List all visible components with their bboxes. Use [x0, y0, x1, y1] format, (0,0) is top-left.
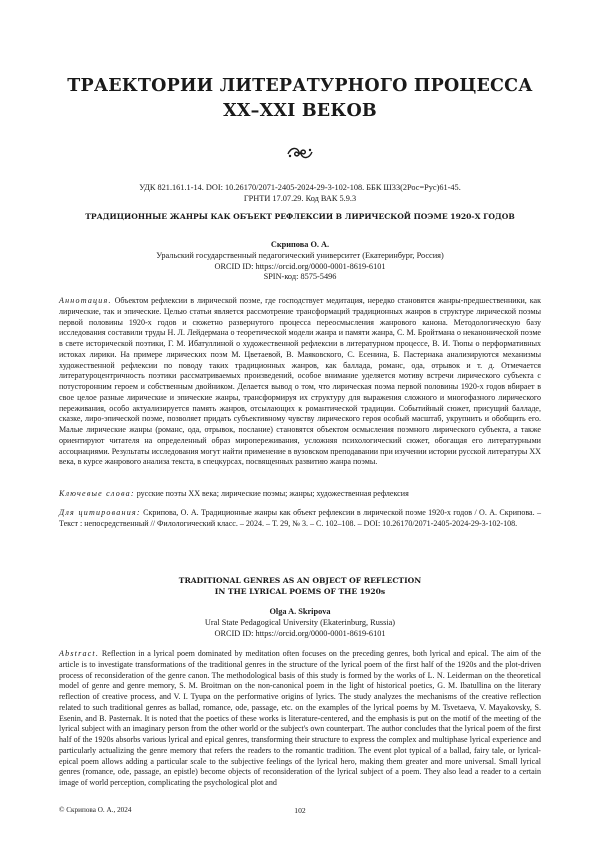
- floral-ornament-icon: [285, 145, 315, 161]
- section-title-line: ТРАЕКТОРИИ ЛИТЕРАТУРНОГО ПРОЦЕССА: [67, 76, 533, 96]
- keywords-label-ru: Ключевые слова:: [59, 489, 135, 498]
- section-title: [60, 74, 540, 124]
- abstract-text-en: Reflection in a lyrical poem dominated by meditation often focuses on the preceding genres, both lyrical and epical. The aim of the article is to investigate transformations of the traditional genres in the structure of the lyrical poem of the first half of the 1920s and the plot-driven process of reconsideration of the genre canon. The methodological basis of this study is formed by the works of L. N. Leiderman on the theoretical model of genre and genre memory, S. M. Broitman on the non-canonical poem in the light of historical poetics, G. M. Ibatullina on the literary reflection of creative process, and V. I. Tyupa on the performative origins of lyrics. The study analyzes the mechanisms of the creative reflection related to such traditional genres as ballad, romance, ode, passage, etc. on the examples of the lyrical poems by M. Tsvetaeva, V. Mayakovsky, S. Esenin, and B. Pasternak. It is noted that the poetics of these works is literature-centered, and the emphasis is put on the motif of the meeting of the lyrical subject with an imaginary person from the other world or the subject's own counterpart. The author concludes that the lyrical poem of the first half of the 1920s absorbs various lyrical and epical genres, transforming their structure to express the complex and multiphase lyrical experience and particularly actualizing the genre memory that refers the readers to the romantic tradition. The event plot typical of a ballad, fairy tale, or lyrical-epical poem allows adding a particular scale to the subjective feelings of the lyrical hero, making them greater and more universal. Small lyrical genres (romance, ode, passage, an epistle) become objects of reconsideration of the lyrical subject of a poem. They also lead a reader to a certain image of world perception, complicating the psychological plot and: [59, 649, 541, 787]
- keywords-ru: [59, 489, 541, 500]
- copyright-notice: © Скрипова О. А., 2024: [59, 806, 132, 814]
- affiliation-en: Ural State Pedagogical University (Ekaterinburg, Russia): [204, 617, 396, 627]
- article-title-en: [60, 576, 540, 597]
- abstract-label-en: Abstract.: [59, 649, 100, 658]
- orcid-en: ORCID ID: https://orcid.org/0000-0001-8619-6101: [214, 628, 386, 638]
- abstract-ru: [59, 296, 541, 468]
- author-block-ru: [60, 240, 540, 283]
- citation-ru: [59, 508, 541, 530]
- keywords-text-ru: русские поэты XX века; лирические поэмы; жанры; художественная рефлексия: [136, 489, 409, 498]
- article-title-en-line: TRADITIONAL GENRES AS AN OBJECT OF REFLECTION: [178, 576, 422, 585]
- section-title-line: XX–XXI ВЕКОВ: [223, 101, 377, 121]
- metadata-codes: УДК 821.161.1-14. DOI: 10.26170/2071-2405-2024-29-3-102-108. ББК Ш33(2Рос=Рус)61-45.: [139, 183, 461, 192]
- spin-code: SPIN-код: 8575-5496: [263, 272, 337, 282]
- author-block-en: [60, 607, 540, 639]
- abstract-en: [59, 649, 541, 789]
- orcid-ru: ORCID ID: https://orcid.org/0000-0001-8619-6101: [214, 261, 386, 271]
- citation-text-ru: Скрипова, О. А. Традиционные жанры как объект рефлексии в лирической поэме 1920-х годов / О. А. Скрипова. – Текст : непосредственный // Филологический класс. – 2024. – Т. 29, № 3. – С. 102–108. – DOI: 10.26170/2071-2405-2024-29-3-102-108.: [59, 508, 541, 528]
- affiliation-ru: Уральский государственный педагогический университет (Екатеринбург, Россия): [156, 250, 444, 260]
- abstract-label-ru: Аннотация.: [59, 296, 112, 305]
- author-name-en: Olga A. Skripova: [269, 607, 331, 616]
- citation-label-ru: Для цитирования:: [59, 508, 141, 517]
- abstract-text-ru: Объектом рефлексии в лирической поэме, где господствует медитация, нередко становятся жанры-предшественники, как лирические, так и эпические. Целью статьи является рассмотрение трансформаций традиционных жанров в структуре лирической поэмы первой половины 1920-х годов и сюжетно развернутого процесса переосмысления жанрового канона. Методологическую базу исследования составили труды Н. Л. Лейдермана о теоретической модели жанра и памяти жанра, С. М. Бройтмана о неканонической поэме в свете исторической поэтики, Г. М. Ибатуллиной о художественной рефлексии в литературном процессе, В. И. Тюпы о перформативных истоках лирики. На примере лирических поэм М. Цветаевой, В. Маяковского, С. Есенина, Б. Пастернака анализируются механизмы художественной рефлексии по поводу таких традиционных жанров, как баллада, романс, ода, отрывок и т. д. Отмечается литературоцентричность поэтики рассматриваемых произведений, особое внимание уделяется мотиву встречи лирического субъекта с потусторонним героем и собственным двойником. Делается вывод о том, что лирическая поэма первой половины 1920-х годов вбирает в свое целое разные лирические и эпические жанры, трансформируя их структуру для выражения сложного и многофазного лирического переживания, особо актуализируется память жанров, отсылающих к романтической традиции. Событийный сюжет, присущий балладе, сказке, лиро-эпической поэме, позволяет придать субъективному чувству лирического героя особый масштаб, укрупнить и обобщить его. Малые лирические жанры (романс, ода, отрывок, послание) становятся объектом осмысления поэмного лирического субъекта, а также ориентируют читателя на определенный образ миропереживания, усложняя психологический сюжет, обогащая его литературными ассоциациями. Результаты исследования могут найти применение в вузовском преподавании при изучении истории русской литературы XX века, в курсе жанрового анализа текста, в спецкурсах, посвященных развитию жанра поэмы.: [59, 296, 541, 467]
- article-title-en-line: IN THE LYRICAL POEMS OF THE 1920s: [214, 586, 386, 596]
- article-metadata: [60, 183, 540, 204]
- metadata-grnti: ГРНТИ 17.07.29. Код ВАК 5.9.3: [243, 193, 357, 203]
- page-number: 102: [294, 806, 306, 815]
- article-title-ru: ТРАДИЦИОННЫЕ ЖАНРЫ КАК ОБЪЕКТ РЕФЛЕКСИИ В ЛИРИЧЕСКОЙ ПОЭМЕ 1920-Х ГОДОВ: [85, 212, 515, 221]
- author-name-ru: Скрипова О. А.: [270, 240, 330, 249]
